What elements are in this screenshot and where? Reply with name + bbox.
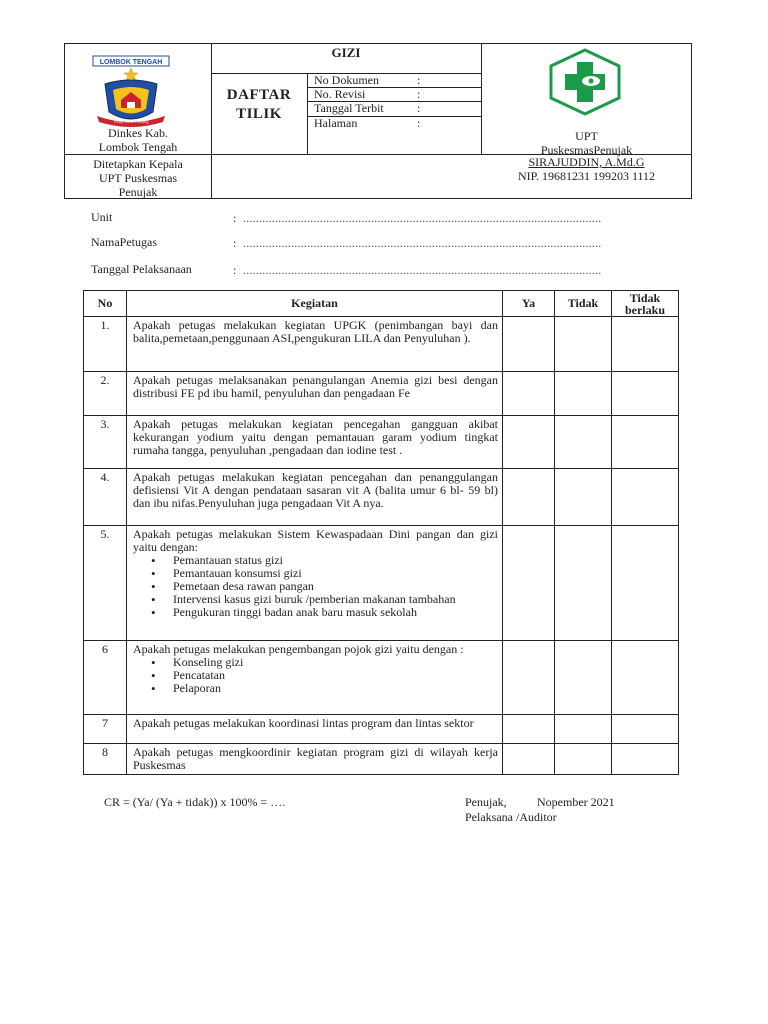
table-row [84,715,679,744]
col-header-tidak-berlaku [612,291,679,317]
field-colon: : [417,87,421,101]
signature-role: Pelaksana /Auditor [465,810,557,824]
check-cell-tidak[interactable] [555,715,612,744]
col-header-kegiatan: Kegiatan [127,291,503,317]
check-cell-tidak-berlaku[interactable] [612,416,679,469]
signature-place: Penujak, [465,795,507,809]
check-cell-tidak[interactable] [555,469,612,526]
check-cell-ya[interactable] [503,526,555,641]
check-cell-ya[interactable] [503,372,555,416]
row-number: 6 [84,641,127,715]
col-header-tidak-berlaku-line2: berlaku [624,302,665,317]
upt-line1: UPT [575,129,598,143]
check-cell-tidak-berlaku[interactable] [612,317,679,372]
kegiatan-bullet-item: • Intervensi kasus gizi buruk /pemberian makanan tambahan [173,593,498,606]
check-cell-tidak-berlaku[interactable] [612,469,679,526]
check-cell-tidak[interactable] [555,744,612,775]
row-kegiatan [127,641,503,715]
check-cell-ya[interactable] [503,744,555,775]
kegiatan-text: Apakah petugas mengkoordinir kegiatan program gizi di wilayah kerja Puskesmas [133,745,498,772]
info-input-tanggal[interactable]: ................................................................................................................ [243,263,602,277]
row-number: 4. [84,469,127,526]
info-colon: : [233,211,237,225]
kegiatan-text: Apakah petugas melakukan kegiatan pencegahan gangguan akibat kekurangan yodium yaitu dengan pemantauan garam yodium tingkat rumaha tangga, penyuluhan ,pengadaan dan iodine test . [133,417,498,457]
info-label-nama-petugas: NamaPetugas [91,235,157,249]
row-kegiatan [127,526,503,641]
info-colon: : [233,263,237,277]
check-cell-tidak-berlaku[interactable] [612,372,679,416]
check-cell-tidak-berlaku[interactable] [612,641,679,715]
upt-line2: PuskesmasPenujak [540,143,633,157]
row-kegiatan [127,372,503,416]
field-colon: : [417,101,421,115]
check-cell-ya[interactable] [503,641,555,715]
document-title: GIZI [331,45,361,60]
check-cell-tidak[interactable] [555,372,612,416]
check-cell-tidak[interactable] [555,317,612,372]
row-number: 7 [84,715,127,744]
check-cell-ya[interactable] [503,715,555,744]
svg-text:LOMBOK TENGAH: LOMBOK TENGAH [99,59,163,66]
col-header-no: No [84,291,127,317]
kegiatan-bullet-item: • Pemetaan desa rawan pangan [173,580,498,593]
info-label-unit: Unit [91,210,113,224]
info-label-tanggal: Tanggal Pelaksanaan [91,262,192,276]
row-kegiatan [127,416,503,469]
cr-formula: CR = (Ya/ (Ya + tidak)) x 100% = …. [104,795,286,809]
col-header-tidak: Tidak [555,291,612,317]
org-name-line2: Lombok Tengah [98,140,178,154]
kegiatan-text: Apakah petugas melakukan kegiatan pencegahan dan penanggulangan defisiensi Vit A dengan pendataan sasaran vit A (balita umur 6 bl- 59 bl) dan ibu nifas.Penyuluhan juga pengadaan Vit A nya. [133,470,498,510]
document-header [64,43,692,199]
row-kegiatan [127,744,503,775]
info-input-unit[interactable]: ................................................................................................................ [243,211,602,225]
table-row [84,317,679,372]
check-cell-tidak-berlaku[interactable] [612,526,679,641]
kegiatan-bullet-item: • Pelaporan [173,682,498,695]
ditetapkan-line3: Penujak [118,185,158,199]
kegiatan-bullet-list [133,656,498,695]
row-number: 3. [84,416,127,469]
info-input-nama-petugas[interactable]: ................................................................................................................ [243,236,602,250]
check-cell-tidak-berlaku[interactable] [612,715,679,744]
info-colon: : [233,236,237,250]
svg-text:TIOQ TATA TUNAQ: TIOQ TATA TUNAQ [113,119,149,124]
kegiatan-text: Apakah petugas melakukan pengembangan pojok gizi yaitu dengan : [133,642,464,656]
ditetapkan-line2: UPT Puskesmas [98,171,178,185]
ditetapkan-line1: Ditetapkan Kepala [93,157,183,171]
field-colon: : [417,116,421,130]
doc-type-line2: TILIK [236,106,282,122]
field-colon: : [417,73,421,87]
check-cell-tidak[interactable] [555,526,612,641]
kegiatan-text: Apakah petugas melaksanakan penangulangan Anemia gizi besi dengan distribusi FE pd ibu hamil, penyuluhan dan pengadaan Fe [133,373,498,400]
kegiatan-bullet-item: • Pengukuran tinggi badan anak baru masuk sekolah [173,606,498,619]
kegiatan-bullet-item: • Pemantauan konsumsi gizi [173,567,498,580]
kegiatan-bullet-item: • Konseling gizi [173,656,498,669]
row-number: 5. [84,526,127,641]
row-kegiatan [127,317,503,372]
row-kegiatan [127,469,503,526]
row-number: 2. [84,372,127,416]
kegiatan-text: Apakah petugas melakukan kegiatan UPGK (penimbangan bayi dan balita,pemetaan,penggunaan ASI,pengukuran LILA dan Penyuluhan ). [133,318,498,345]
col-header-ya: Ya [503,291,555,317]
check-cell-tidak[interactable] [555,416,612,469]
check-cell-tidak[interactable] [555,641,612,715]
row-kegiatan [127,715,503,744]
kegiatan-text: Apakah petugas melakukan koordinasi lintas program dan lintas sektor [133,716,474,730]
field-no-revisi: No. Revisi [314,87,366,101]
kabupaten-emblem-icon [91,54,171,130]
check-cell-ya[interactable] [503,416,555,469]
table-row [84,641,679,715]
signer-name: SIRAJUDDIN, A.Md.G [528,155,645,169]
kegiatan-text: Apakah petugas melakukan Sistem Kewaspadaan Dini pangan dan gizi yaitu dengan: [133,527,498,554]
checklist-table [83,290,679,775]
kegiatan-bullet-list [133,554,498,619]
puskesmas-logo-icon [547,48,623,116]
field-halaman: Halaman [314,116,358,130]
row-number: 8 [84,744,127,775]
field-no-dokumen: No Dokumen [314,73,379,87]
table-row [84,416,679,469]
table-header-row [84,291,679,317]
check-cell-ya[interactable] [503,469,555,526]
kegiatan-bullet-item: • Pencatatan [173,669,498,682]
kegiatan-bullet-item: • Pemantauan status gizi [173,554,498,567]
signer-nip: NIP. 19681231 199203 1112 [517,169,656,183]
table-row [84,744,679,775]
signature-date: Nopember 2021 [537,795,615,809]
doc-type-line1: DAFTAR [226,87,292,103]
check-cell-tidak-berlaku[interactable] [612,744,679,775]
row-number: 1. [84,317,127,372]
check-cell-ya[interactable] [503,317,555,372]
table-row [84,469,679,526]
field-tanggal-terbit: Tanggal Terbit [314,101,384,115]
table-row [84,372,679,416]
org-name-line1: Dinkes Kab. [108,126,168,140]
table-row [84,526,679,641]
col-header-tidak-berlaku-line1: Tidak [629,290,661,305]
